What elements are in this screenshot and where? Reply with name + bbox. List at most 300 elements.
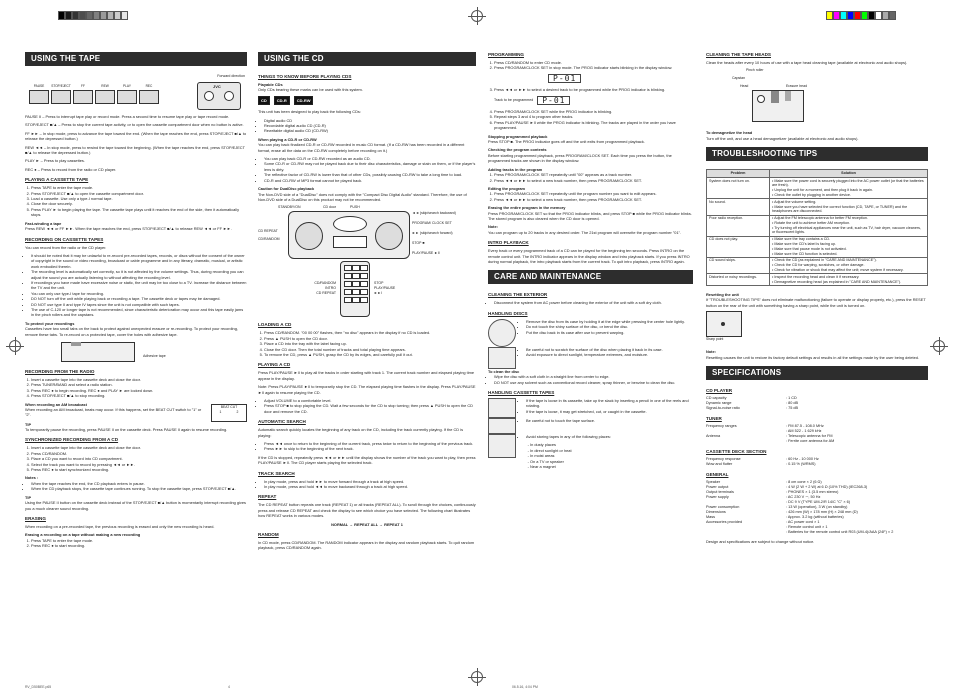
tip-label-2: TIP: [25, 494, 32, 500]
deck-button-ff[interactable]: [73, 84, 93, 104]
spec-key: Power output: [706, 484, 729, 489]
list-item: 3. Place a CD you want to record into CD compartment.: [31, 456, 247, 461]
column-tape: [25, 52, 247, 552]
heading-playing-tape: PLAYING A CASSETTE TAPE: [25, 177, 89, 183]
label-stop: STOP ■: [412, 241, 425, 246]
playing-cd-note: Note: Press PLAY/PAUSE ►II to temporarily stop the CD. The elapsed playing time flashes in the display. Press PLAY/PAUSE ►II again to resume playing the CD.: [258, 384, 476, 395]
track-programmed-label: Track to be programmed: [494, 97, 534, 102]
label-rc-play: PLAY/PAUSE: [374, 286, 396, 291]
programming-steps-b: [488, 109, 693, 131]
registration-swatch: [100, 11, 107, 20]
list-item: • Be careful not to scratch the surface of the disc when placing it back in its case.: [526, 347, 693, 352]
table-row: [707, 274, 928, 286]
heading-demagnetize: To demagnetize the head: [706, 130, 753, 136]
list-item: 5. To remove the CD, press ▲ PUSH, grasp the CD by its edges, and carefully pull it out.: [264, 352, 476, 357]
spec-value: : 60 Hz - 10 000 Hz: [786, 456, 819, 461]
intro-text: Every track or every programmed track of a CD can be played for the beginning ten seconds. Press INTRO on the remote control unit. The INTRO indicator appears in the display window and intro playback starts. If you press INTRO during normal playback, the intro playback starts from the current track. To quit intro playback, press INTRO again.: [488, 248, 690, 264]
deck-button-label: REC: [145, 84, 153, 88]
list-item: • DO NOT use type II and type IV tapes since the unit is not compatible with such tapes.: [31, 302, 247, 307]
spec-value: : Telescopic antenna for FM: [786, 433, 833, 438]
list-item: • Press ◄◄ once to return to the beginning of the current track, press twice to return to the beginning of the previous track.: [264, 441, 476, 446]
spec-value: : 75 dB: [786, 405, 799, 410]
label-cd-random: CD/RANDOM: [258, 237, 280, 242]
spec-row: [706, 406, 928, 411]
list-item: 2. Press REC ● to start recording.: [31, 543, 247, 548]
list-item: • When the CD playback stops, the cassette tape continues running. To stop the cassette tape, press STOP/EJECT ■/▲.: [31, 486, 247, 491]
reset-figure: [706, 311, 746, 345]
registration-swatch: [107, 11, 114, 20]
list-item: 4. Close the door securely.: [31, 201, 247, 206]
tape-store-list: [520, 442, 693, 469]
registration-crosshair-top: [471, 10, 483, 22]
spec-key: Output terminals: [706, 489, 734, 494]
table-row: [707, 236, 928, 257]
section-banner-care: CARE AND MAINTENANCE: [488, 270, 693, 284]
list-item: - On a TV or speaker: [530, 459, 693, 464]
spec-key: Mass: [706, 514, 716, 519]
registration-crosshair-left: [9, 340, 21, 352]
cdr-list: [258, 118, 476, 134]
spec-value: : Ferrite core antenna for AM: [786, 438, 835, 443]
list-item: • Some CD-R or CD-RW may not be played back due to their disc characteristics, damage or stain on them, or if the player's lens is dirty.: [264, 161, 476, 172]
column-troubleshooting: [706, 52, 928, 547]
remote-key[interactable]: [344, 297, 352, 303]
tape-store-title: • Avoid storing tapes in any of the following places:: [526, 434, 693, 439]
spec-value: : Approx. 3.2 kg (without batteries): [786, 514, 844, 519]
prog-note-label: Note:: [488, 224, 498, 230]
heading-reset: Resetting the unit: [706, 291, 739, 297]
fast-wind-text: Press REW ◄◄ or FF ►►. When the tape reaches the end, press STOP/EJECT ■/▲ to release REW ◄◄ or FF ►►.: [25, 226, 232, 232]
heading-sync-recording: SYNCHRONIZED RECORDING FROM A CD: [25, 437, 119, 443]
beat-cut-label: BEAT CUT: [220, 404, 238, 409]
reel-left-icon: [204, 91, 214, 101]
registration-swatch: [868, 11, 875, 20]
spec-value: : 0.15 % (WRMS): [786, 461, 816, 466]
speaker-left-icon: [295, 222, 323, 250]
spec-key: Frequency response: [706, 456, 741, 461]
table-row: [707, 199, 928, 215]
cassette-window: [197, 82, 241, 110]
list-item: • You can play back CD-R or CD-RW recorded as an audio CD.: [264, 156, 476, 161]
label-program: PROGRAM/ CLOCK SET: [412, 221, 452, 226]
heading-recording: RECORDING ON CASSETTE TAPES: [25, 236, 104, 242]
tip-text-2: Using the PAUSE II button on the cassette deck instead of the STOP/EJECT ■/▲ button is momentarily interrupt recording gives you a much cleaner sound recording.: [25, 500, 246, 511]
adhesive-tape-icon: [71, 342, 81, 346]
list-item: 2. Press ▲ PUSH to open the CD door.: [264, 336, 476, 341]
list-item: • Press STOP ■ to stop playing the CD. Wait a few seconds for the CD to stop turning; then press ▲ PUSH to open the CD door and remove the CD.: [264, 403, 476, 414]
registration-swatch: [875, 11, 882, 20]
spec-key: Speaker: [706, 479, 721, 484]
speaker-right-icon: [375, 222, 403, 250]
remote-key[interactable]: [344, 265, 352, 271]
table-row: [707, 178, 928, 199]
remote-key[interactable]: [352, 289, 360, 295]
deck-button-rec[interactable]: [139, 84, 159, 104]
heading-playing-cd: PLAYING A CD: [258, 362, 291, 368]
playing-cd-text: Press PLAY/PAUSE ►II to play all the tracks in order starting with track 1. The current track number and elapsed playing time appear in the display.: [258, 370, 474, 381]
remote-key[interactable]: [360, 289, 368, 295]
spec-footer: Design and specifications are subject to change without notice.: [706, 538, 815, 544]
list-item: 6. Press PLAY/PAUSE ►II while the PROG indicator is blinking. The tracks are played in the order you have programmed.: [494, 120, 693, 131]
label-rc-random: CD/RANDOM: [314, 281, 336, 286]
list-item: 4. Press PROGRAM/CLOCK SET while the PROG indicator is blinking.: [494, 109, 693, 114]
list-item: • DO NOT use any solvent such as conventional record cleaner, spray thinner, or benzine to clean the disc.: [494, 380, 693, 385]
button-description-list: [25, 114, 247, 172]
remote-key[interactable]: [352, 265, 360, 271]
list-item: • The reflective factor of CD-RW is lower than that of other CDs, possibly causing CD-RW to take a long time to load.: [264, 172, 476, 177]
beat-cut-pos-2: 2: [236, 410, 239, 415]
ts-header-solution: Solution: [770, 170, 928, 178]
heading-dualdisc: Caution for DualDisc playback: [258, 186, 315, 192]
spec-value: : Remote control unit × 1: [786, 524, 828, 529]
stop-prog-text: Press STOP ■. The PROG indicator goes off and the unit exits from programmed playback.: [488, 139, 645, 145]
label-rc-intro: INTRO: [325, 286, 336, 291]
ts-solution-cell: • Adjust the volume setting. • Make sure you have selected the correct function (CD, TAPE, or TUNER) and the headphones are disconnected.: [770, 199, 928, 215]
label-rc-repeat: CD REPEAT: [316, 291, 336, 296]
list-item: • If the tape is loose in its cassette, take up the slack by inserting a pencil in one of the reels and rotating.: [526, 398, 693, 409]
loading-steps: [258, 330, 476, 357]
label-cd-door: CD door: [323, 205, 337, 210]
label-head: Head: [740, 84, 749, 89]
forward-direction-label: Forward direction: [217, 74, 245, 78]
heading-playable: Playable CDs: [258, 82, 283, 87]
heading-erasing: ERASING: [25, 515, 46, 521]
capstan-icon: [757, 95, 765, 103]
list-item: - Near a magnet: [530, 464, 693, 469]
spec-value: : DC 9 V (TYPE UM-2/R 14/C "C" × 6): [786, 499, 850, 504]
list-item: 2. Press TUNER/BAND and select a radio station.: [31, 382, 247, 387]
list-item: • Be careful not to touch the tape surface.: [526, 418, 693, 423]
ts-problem-cell: CD does not play.: [707, 236, 770, 257]
heading-repeat: REPEAT: [258, 494, 277, 500]
tape-slack-icon: [488, 398, 516, 418]
button-description: PAUSE II – Press to interrupt tape play or record mode. Press a second time to resume tape play or tape record mode.: [25, 114, 230, 119]
deck-key-icon: [73, 90, 93, 104]
remote-control: [340, 261, 370, 317]
remote-key[interactable]: [352, 273, 360, 279]
remote-key[interactable]: [352, 281, 360, 287]
registration-swatch: [86, 11, 93, 20]
spec-key: Antenna: [706, 433, 721, 438]
spec-group-title: GENERAL: [706, 471, 729, 477]
registration-swatch: [889, 11, 896, 20]
cdr-text: You can play back finalized CD-R or CD-RW recorded in music CD format. (If a CD-RW has been recorded in a different format, erase all the data on the CD-RW completely before recording on it.): [258, 142, 465, 153]
registration-swatch: [65, 11, 72, 20]
label-push: PUSH: [350, 205, 360, 210]
heading-stop-prog: Stopping programmed playback: [488, 133, 548, 139]
auto-search-text: Automatic search quickly locates the beginning of any track on the CD, including the track currently playing. If the CD is playing:: [258, 427, 464, 438]
section-banner-tape: USING THE TAPE: [25, 52, 247, 66]
spec-row: [706, 462, 928, 467]
cd-unit-diagram: [258, 205, 476, 317]
list-item: • Put the disc back in its case after use to prevent warping.: [526, 330, 693, 335]
heading-loading: LOADING A CD: [258, 322, 292, 328]
playing-cd-bullets: [258, 398, 476, 414]
remote-key[interactable]: [344, 281, 352, 287]
spec-value: : 8 cm cone × 2 (6 Ω): [786, 479, 822, 484]
disc-logo: CD-RW: [294, 96, 314, 105]
spec-key: Dimensions: [706, 509, 726, 514]
spec-value: : FM 87.5 - 108.0 MHz: [786, 423, 824, 428]
reel-right-icon: [224, 91, 234, 101]
remote-keypad: [341, 262, 369, 306]
list-item: • Adjust VOLUME to a comfortable level.: [264, 398, 476, 403]
erase-steps: [25, 538, 247, 549]
display-panel-icon: [333, 236, 367, 248]
heading-tapes: HANDLING CASSETTE TAPES: [488, 390, 555, 395]
button-description: REW ◄◄ – In stop mode, press to rewind the tape toward the beginning. (When the tape reaches the end, press STOP/EJECT ■/▲ to release the depressed button.): [25, 144, 245, 156]
lcd-display-2: P-01: [537, 96, 570, 105]
registration-swatch: [840, 11, 847, 20]
list-item: 2. Press STOP/EJECT ■/▲ to open the cassette compartment door.: [31, 191, 247, 196]
repeat-text: The CD REPEAT button repeats one track (REPEAT 1) or all tracks (REPEAT ALL). To scroll through the choices, continuously press and release CD REPEAT and check the display to see which choice you have selected. The following chart illustrates how REPEAT works in various modes.: [258, 502, 476, 519]
deck-button-label: REW: [101, 84, 109, 88]
heading-cdr: When playing a CD-R or CD-RW: [258, 136, 317, 142]
deck-button-label: PAUSE: [33, 84, 45, 88]
heading-programming: PROGRAMMING: [488, 52, 524, 57]
list-item: • Avoid exposure to direct sunlight, temperature extremes, and moisture.: [526, 352, 693, 357]
spec-row: [706, 439, 928, 444]
heading-auto-search: AUTOMATIC SEARCH: [258, 419, 306, 425]
cassette-tab-figure: [55, 340, 185, 364]
prog-note-text: You can program up to 20 tracks in any desired order. The 21st program will overwrite the program number "01".: [488, 229, 682, 235]
erase-prog-text: Press PROGRAM/CLOCK SET so that the PROG indicator blinks, and press STOP ■ while the PROG indicator blinks. The stored program is also cleared when the CD door is opened.: [488, 210, 692, 221]
remote-key[interactable]: [360, 297, 368, 303]
remote-key[interactable]: [360, 265, 368, 271]
remote-key[interactable]: [360, 281, 368, 287]
heading-protect: To protect your recordings: [25, 320, 75, 326]
editing-steps: [488, 191, 693, 202]
clean-disc-bullets: [488, 374, 693, 385]
registration-swatch: [72, 11, 79, 20]
list-item: • CD-R and CD-RW of MP3 format cannot be played back.: [264, 178, 476, 183]
cdr-intro: This unit has been designed to play back the following CDs:: [258, 109, 361, 115]
button-description: FF ►► – In stop mode, press to advance the tape toward the end. (When the tape reaches the end, press STOP/EJECT ■/▲ to release the depressed button.): [25, 130, 247, 142]
registration-swatch: [833, 11, 840, 20]
registration-swatch: [826, 11, 833, 20]
heading-check-prog: Checking the program contents: [488, 147, 547, 153]
registration-swatch: [58, 11, 65, 20]
deck-key-icon: [95, 90, 115, 104]
list-item: 2. Press ◄◄ or ►► to select a new track number, then press PROGRAM/CLOCK SET.: [494, 178, 693, 183]
spec-value: : 1 CD: [786, 395, 797, 400]
deck-button-label: FF: [81, 84, 85, 88]
disc-logo: CD-R: [274, 96, 290, 105]
reset-note-text: Resetting causes the unit to restore its factory default settings and results in all the settings made by the user being deleted.: [706, 354, 920, 360]
deck-key-icon: [117, 90, 137, 104]
deck-button-label: STOP/EJECT: [51, 84, 71, 88]
list-item: • DO NOT turn off the unit while playing back or recording a tape. The cassette deck or tapes may be damaged.: [31, 296, 247, 301]
list-item: 1. Insert a cassette tape into the cassette deck and close the door.: [31, 445, 247, 450]
list-item: • Remove the disc from its case by holding it at the edge while pressing the center hole lightly.: [526, 319, 693, 324]
beat-cut-switch[interactable]: [211, 404, 247, 422]
label-standby: STANDBY/ON: [278, 205, 301, 210]
label-pinch-roller: Pinch roller: [746, 68, 764, 73]
spec-group-title: TUNER: [706, 415, 722, 421]
ts-problem-cell: CD sound skips.: [707, 257, 770, 273]
list-item: 4. Press STOP/EJECT ■/▲ to stop recording.: [31, 393, 247, 398]
remote-key[interactable]: [352, 297, 360, 303]
spec-value: : 80 dB: [786, 400, 799, 405]
spec-group-title: CASSETTE DECK SECTION: [706, 448, 767, 454]
cdr-bullets: [258, 156, 476, 183]
spec-key: Power supply: [706, 494, 729, 499]
list-item: 1. Press TAPE to enter the tape mode.: [31, 185, 247, 190]
tape-bullets-1: [520, 398, 693, 415]
list-item: • It should be noted that it may be unlawful to re-record pre-recorded tapes, records, or discs without the consent of the owner of copyright in the sound or video recording, broadcast or cable programme and in any literary, dramatic, musical, or artistic work embodied therein.: [31, 253, 247, 269]
deck-key-icon: [139, 90, 159, 104]
sync-notes: [25, 481, 247, 492]
list-item: • Digital audio CD: [264, 118, 476, 123]
track-search-bullets: [258, 479, 476, 490]
list-item: • The recording level is automatically set correctly, so it is not affected by the volume settings. Thus, during recording you can adjust the sound you are actually listening to without affecting the recording level.: [31, 269, 247, 280]
spec-key: Frequency ranges: [706, 423, 737, 428]
footer-page: 4: [228, 685, 230, 689]
spec-value: : 4 W (2 W + 2 W) at 6 Ω (10% THD) (IEC268-3): [786, 484, 868, 489]
column-cd: [258, 52, 476, 554]
playing-tape-steps: [25, 185, 247, 217]
recording-intro: You can record from the radio or the CD player.: [25, 244, 107, 250]
heading-am: When recording an AM broadcast: [25, 401, 87, 407]
repeat-flow: NORMAL → REPEAT ALL → REPEAT 1: [331, 521, 403, 527]
spec-value: : 426 mm (W) × 178 mm (H) × 248 mm (D): [786, 509, 858, 514]
ts-problem-cell: Poor radio reception.: [707, 215, 770, 236]
list-item: 5. Repeat steps 3 and 4 to program other tracks.: [494, 114, 693, 119]
footer-file: RV_D50BEE.p65: [25, 685, 52, 689]
tape-mechanism-icon: [752, 90, 804, 122]
list-item: 3. Press REC ● to begin recording. REC ● and PLAY ► are locked down.: [31, 388, 247, 393]
deck-button-play[interactable]: [117, 84, 137, 104]
footer-timestamp: 06.5.16, 4:04 PM: [512, 685, 538, 689]
lcd-display-1: P-01: [548, 74, 581, 83]
heading-erase-prog: Erasing the entire program in the memory: [488, 205, 566, 211]
registration-swatch: [882, 11, 889, 20]
disc-bullets-2: [520, 347, 693, 366]
list-item: 5. Press REC ● to start synchronized recording.: [31, 467, 247, 472]
tape-storage-icon: [488, 434, 516, 458]
registration-swatch: [861, 11, 868, 20]
spec-key: [706, 439, 786, 444]
demagnetize-text: Turn off the unit, and use a head demagnetizer (available at electronic and audio shops).: [706, 135, 859, 141]
sharp-point-label: Sharp point: [706, 337, 724, 342]
button-description: PLAY ► – Press to play cassettes.: [25, 158, 85, 164]
deck-button-row: [29, 84, 159, 104]
remote-key[interactable]: [344, 289, 352, 295]
ts-header-problem: Problem: [707, 170, 770, 178]
button-description: REC ● – Press to record from the radio or CD player.: [25, 166, 117, 172]
radio-recording-steps: [25, 377, 247, 399]
label-cd-repeat: CD REPEAT: [258, 229, 278, 234]
spec-key: Power consumption: [706, 504, 740, 509]
registration-swatch: [854, 11, 861, 20]
protect-text: Cassettes have two small tabs on the back to protect against unexpected erasure or re-recording. To protect your recording, remove these tabs. To re-record on a protected tape, cover the holes with adhesive tape.: [25, 326, 238, 337]
ts-solution-cell: • Make sure the power cord is securely plugged into the AC power outlet (or that the batteries are fresh). • Unplug the unit for a moment, and then plug it back in again. • Check the outlet by plugging in another device.: [770, 178, 928, 199]
adding-steps: [488, 172, 693, 183]
list-item: 2. Press ◄◄ or ►► to select a new track number, then press PROGRAM/CLOCK SET.: [494, 197, 693, 202]
spec-row: [706, 530, 928, 535]
brand-logo: JVC: [213, 84, 221, 89]
list-item: • Recordable digital audio CD (CD-R): [264, 123, 476, 128]
registration-bar-right: [826, 11, 896, 20]
list-item: • You can only use type-I tape for recording.: [31, 291, 247, 296]
heading-things-to-know: THINGS TO KNOW BEFORE PLAYING CDS: [258, 74, 352, 79]
disc-bullets-1: [520, 319, 693, 344]
playable-text: Only CDs bearing these marks can be used with this system.: [258, 87, 363, 93]
column-programming: [488, 52, 693, 472]
list-item: 1. Insert a cassette tape into the cassette deck and close the door.: [31, 377, 247, 382]
list-item: • When the tape reaches the end, the CD playback enters in pause.: [31, 481, 247, 486]
list-item: 1. Press PROGRAM/CLOCK SET repeatedly until "00" appears as a track number.: [494, 172, 693, 177]
heading-intro: INTRO PLAYBACK: [488, 240, 529, 246]
troubleshooting-body: [707, 178, 928, 286]
section-banner-troubleshooting: TROUBLESHOOTING TIPS: [706, 147, 928, 161]
registration-swatch: [114, 11, 121, 20]
list-item: 2. Press CD/RANDOM.: [31, 451, 247, 456]
heading-radio-recording: RECORDING FROM THE RADIO: [25, 369, 95, 374]
list-item: • In play mode, press and hold ►► to move forward through a track at high speed.: [264, 479, 476, 484]
deck-button-pause[interactable]: [29, 84, 49, 104]
list-item: 4. Select the track you want to record by pressing ◄◄ or ►►.: [31, 462, 247, 467]
cd-door-icon: [333, 216, 367, 232]
list-item: • Rewritable digital audio CD (CD-RW): [264, 128, 476, 133]
specifications-list: [706, 388, 928, 535]
heading-editing: Editing the program: [488, 185, 525, 191]
disc-handling-icon-1: [488, 319, 516, 347]
spec-key: Wow and flutter: [706, 461, 733, 466]
deck-button-stopeject[interactable]: [51, 84, 71, 104]
registration-swatch: [79, 11, 86, 20]
section-banner-specifications: SPECIFICATIONS: [706, 366, 928, 380]
deck-key-icon: [29, 90, 49, 104]
heading-tape-heads: CLEANING THE TAPE HEADS: [706, 52, 771, 57]
ts-solution-cell: • Make sure the tray contains a CD. • Make sure the CD's label is facing up. • Make sure that pause mode is not activated. • Make sure the CD function is selected.: [770, 236, 928, 257]
section-banner-cd: USING THE CD: [258, 52, 476, 66]
label-skip-forward: ►► (skip/search forward): [412, 231, 453, 236]
troubleshooting-table: [706, 169, 928, 286]
table-row: [707, 257, 928, 273]
auto-search-bullets: [258, 441, 476, 452]
programming-step-3: 3. Press ◄◄ or ►► to select a desired track to be programmed while the PROG indicator is blinking.: [494, 87, 693, 92]
heading-fast-wind: Fast-winding a tape: [25, 220, 62, 226]
programming-steps-a: [488, 60, 693, 71]
notes-label: Notes :: [25, 475, 39, 481]
heading-erase-no-record: Erasing a recording on a tape without making a new recording: [25, 532, 141, 538]
check-prog-text: Before starting programmed playback, press PROGRAM/CLOCK SET. Each time you press the button, the programmed tracks are shown in the display window.: [488, 152, 672, 164]
list-item: 3. Load a cassette. Use only a type-I normal tape.: [31, 196, 247, 201]
list-item: - In dusty places: [530, 442, 693, 447]
list-item: - In moist areas: [530, 453, 693, 458]
deck-key-icon: [51, 90, 71, 104]
recording-bullets: [25, 253, 247, 318]
tape-bullets-2: [520, 418, 693, 431]
beat-cut-pos-1: 1: [219, 410, 222, 415]
registration-swatch: [847, 11, 854, 20]
deck-button-rew[interactable]: [95, 84, 115, 104]
heading-exterior: CLEANING THE EXTERIOR: [488, 292, 548, 298]
remote-key[interactable]: [344, 273, 352, 279]
heading-random: RANDOM: [258, 532, 279, 538]
tape-heads-text: Clean the heads after every 10 hours of use with a tape head cleaning tape (available at electronic and audio shops).: [706, 60, 908, 65]
deck-button-label: PLAY: [123, 84, 131, 88]
reset-text: If "TROUBLESHOOTING TIPS" does not eliminate malfunctioning (failure to operate or display properly, etc.), press the RESET button on the rear of the unit with something having a sharp point, while the unit is turned on.: [706, 297, 926, 308]
random-text: In CD mode, press CD/RANDOM. The RANDOM indicator appears in the display and random playback starts. To quit random playback, press CD/RANDOM again.: [258, 540, 475, 551]
list-item: 4. Close the CD door. Then the total number of tracks and total playing time appears.: [264, 347, 476, 352]
remote-key[interactable]: [360, 273, 368, 279]
list-item: 1. Press CD/RANDOM. "00 00 00" flashes, then "no disc" appears in the display if no CD is loaded.: [264, 330, 476, 335]
exterior-text: • Disconnect the system from AC power before cleaning the exterior of the unit with a soft dry cloth.: [494, 300, 693, 305]
tip-label-1: TIP: [25, 421, 32, 427]
head-icon: [771, 91, 779, 103]
